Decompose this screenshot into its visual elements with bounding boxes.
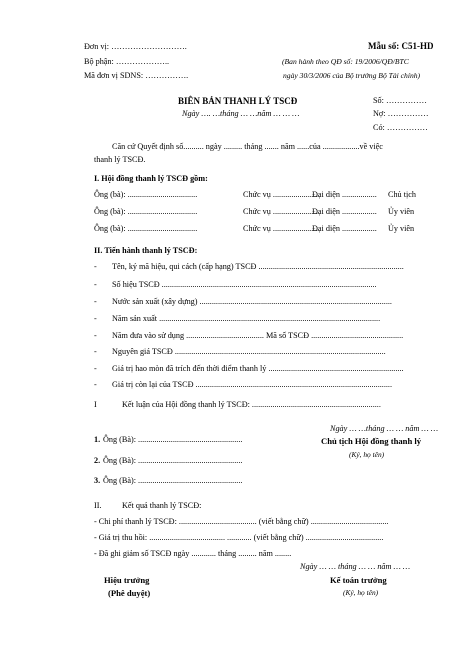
section-3-heading: Kết luận của Hội đồng thanh lý TSCĐ: ............................................................... [122,400,381,409]
document-title: BIÊN BẢN THANH LÝ TSCĐ [178,96,298,106]
member-2-represent: Đại diện ................. [312,207,377,216]
member-3-role: Ủy viên [388,224,415,233]
issued-by-line-1: (Ban hành theo QĐ số: 19/2006/QĐ/BTC [282,57,409,66]
intro-line-1: Căn cứ Quyết định số.......... ngày ......... tháng ....... năm ......của ..................về việc [112,142,383,151]
member-line-number: 3. [94,476,101,485]
item-dash: - [94,314,97,323]
doc-number: Số: …………… [373,96,427,105]
section-1-heading: I. Hội đồng thanh lý TSCĐ gồm: [94,174,208,183]
item-dash: - [94,347,97,356]
item-original-cost: Nguyên giá TSCĐ ....................................................................................................... [112,347,386,356]
principal-approval-note: (Phê duyệt) [108,588,151,598]
unit-field: Đơn vị: ………………………. [84,42,187,51]
item-year-made: Năm sản xuất ............................................................................................................ [112,314,381,323]
credit-account: Có: …………… [373,123,428,132]
item-residual-value: Giá trị còn lại của TSCĐ ................................................................................................ [112,380,393,389]
member-1-position: Chức vụ ....................... [243,190,320,199]
item-year-in-use: Năm đưa vào sử dụng ...................................... Mã số TSCĐ ............................................. [112,331,404,340]
member-1-represent: Đại diện ................. [312,190,377,199]
member-1-name: Ông (bà): .................................. [94,190,198,199]
liquidation-cost-line: - Chi phí thanh lý TSCĐ: ...................................... (viết bằng chữ) ...................................... [94,517,389,526]
member-line-number: 2. [94,456,101,465]
council-chair-sign-note: (Ký, họ tên) [349,450,385,459]
member-2-position: Chức vụ ....................... [243,207,320,216]
chief-accountant-sign-note: (Ký, họ tên) [343,588,379,597]
member-3-position: Chức vụ ....................... [243,224,320,233]
section-3-number: I [94,400,97,409]
asset-reduction-line: - Đã ghi giảm số TSCĐ ngày ............ tháng ......... năm ........ [94,549,292,558]
item-dash: - [94,331,97,340]
conclusion-date: Ngày … …tháng … … năm … … [330,424,439,433]
item-dash: - [94,280,97,289]
member-2-name: Ông (bà): .................................. [94,207,198,216]
section-4-number: II. [94,501,102,510]
section-4-heading: Kết quả thanh lý TSCĐ: [122,501,202,510]
member-1-role: Chủ tịch [388,190,416,199]
member-3-represent: Đại diện ................. [312,224,377,233]
member-3-name: Ông (bà): .................................. [94,224,198,233]
issued-by-line-2: ngày 30/3/2006 của Bộ trưởng Bộ Tài chính) [283,71,421,80]
intro-line-2: thanh lý TSCĐ. [94,155,146,164]
item-name-spec: Tên, ký mã hiệu, qui cách (cấp hạng) TSCĐ ....................................................................... [112,262,404,271]
item-dash: - [94,364,97,373]
section-2-heading: II. Tiến hành thanh lý TSCĐ: [94,246,198,255]
debit-account: Nợ: …………… [373,109,429,118]
item-asset-number: Số hiệu TSCĐ ......................................................................................................... [112,280,377,289]
department-field: Bộ phận: ……………….. [84,57,170,66]
principal-title: Hiệu trưởng [104,575,150,585]
item-depreciation: Giá trị hao mòn đã trích đến thời điểm thanh lý .................................................................. [112,364,404,373]
form-code: Mẫu số: C51-HD [368,41,434,51]
item-dash: - [94,380,97,389]
member-line-number: 1. [94,435,101,444]
chief-accountant-title: Kế toán trưởng [330,575,387,585]
member-line-2: Ông (Bà): ................................................... [103,456,243,465]
member-2-role: Ủy viên [388,207,415,216]
document-date: Ngày …. …tháng … …năm … … … [182,109,300,118]
recovered-value-line: - Giá trị thu hồi: ..................................... ............ (viết bằng chữ) ...................................... [94,533,384,542]
member-line-3: Ông (Bà): ................................................... [103,476,243,485]
member-line-1: Ông (Bà): ................................................... [103,435,243,444]
item-dash: - [94,262,97,271]
council-chair-title: Chủ tịch Hội đồng thanh lý [321,436,422,446]
sdns-code-field: Mã đơn vị SDNS: ……………. [84,71,189,80]
item-dash: - [94,297,97,306]
item-country: Nước sản xuất (xây dựng) .............................................................................................. [112,297,392,306]
signature-date: Ngày … … tháng … … năm … … [300,562,411,571]
